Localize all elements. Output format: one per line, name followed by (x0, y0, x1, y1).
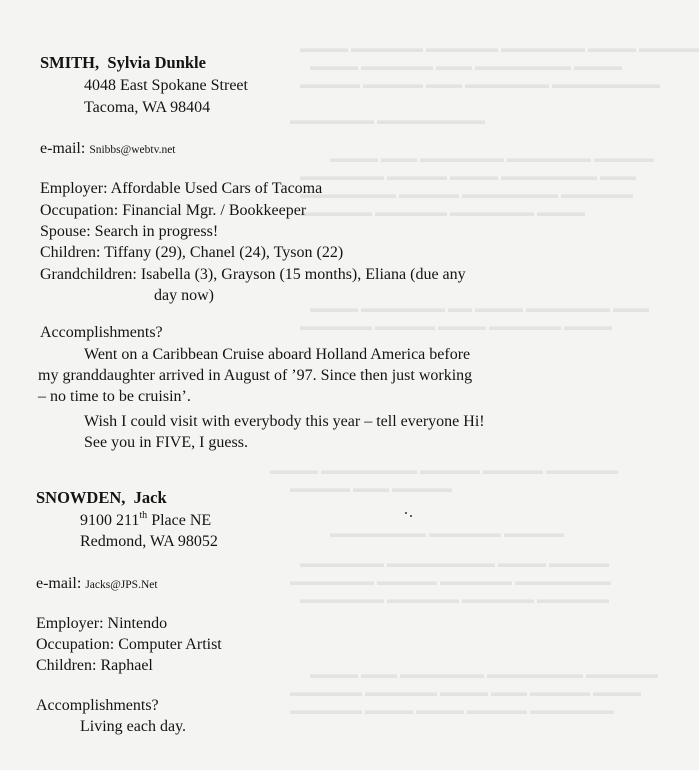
surname: SMITH, (40, 53, 100, 72)
occupation-line: Occupation: Financial Mgr. / Bookkeeper (40, 202, 307, 219)
given-name: Sylvia Dunkle (107, 53, 206, 72)
employer-line: Employer: Affordable Used Cars of Tacoma (40, 180, 323, 197)
accomplishments-line: Went on a Caribbean Cruise aboard Holland America before (84, 346, 471, 363)
employer-line: Employer: Nintendo (36, 615, 168, 632)
city-state-zip: Redmond, WA 98052 (80, 533, 218, 550)
entry-name-heading (40, 53, 206, 73)
address-street: Place NE (147, 512, 212, 529)
accomplishments-line: my granddaughter arrived in August of ’97. Since then just working (38, 367, 473, 384)
address-line (80, 511, 211, 533)
email-line (36, 574, 158, 595)
address-line: 4048 East Spokane Street (84, 77, 248, 94)
accomplishments-line: See you in FIVE, I guess. (84, 434, 248, 451)
accomplishments-line: Wish I could visit with everybody this year – tell everyone Hi! (84, 413, 485, 430)
surname: SNOWDEN, (36, 488, 126, 507)
children-line: Children: Raphael (36, 657, 153, 674)
address-number: 9100 211 (80, 512, 140, 529)
spouse-line: Spouse: Search in progress! (40, 223, 219, 240)
city-state-zip: Tacoma, WA 98404 (84, 99, 211, 116)
email-address[interactable]: Snibbs@webtv.net (89, 144, 176, 156)
grandchildren-line-cont: day now) (154, 287, 214, 304)
email-address[interactable]: Jacks@JPS.Net (85, 579, 158, 591)
email-line (40, 139, 176, 160)
grandchildren-line: Grandchildren: Isabella (3), Grayson (15 months), Eliana (due any (40, 266, 466, 283)
accomplishments-heading: Accomplishments? (36, 697, 159, 714)
given-name: Jack (133, 488, 167, 507)
accomplishments-line: – no time to be cruisin’. (38, 388, 191, 405)
document-page: ▬▬▬▬ ▬▬▬▬▬▬ ▬▬▬▬▬▬ ▬▬▬▬▬▬▬ ▬▬▬▬ ▬▬▬▬▬ ▬▬▬▬ ▬▬▬▬▬▬ ▬▬▬ ▬▬▬▬▬▬▬▬ ▬▬▬▬ ▬▬▬▬▬ ▬▬▬▬▬ ▬▬▬ ▬▬▬▬▬▬▬ ▬▬▬▬▬▬▬▬▬ ▬▬▬▬▬▬▬ ▬▬▬▬▬▬▬▬▬ ▬▬▬▬ ▬▬▬ ▬▬▬▬▬▬▬ ▬▬▬▬▬▬▬ ▬▬▬▬▬ ▬▬▬▬▬▬▬ ▬▬▬▬▬ ▬▬▬▬ ▬▬▬▬▬▬▬▬ ▬▬▬ ▬▬▬▬▬▬▬▬ ▬▬▬▬▬ ▬▬▬▬▬▬▬▬ ▬▬▬▬▬▬ ▬▬▬▬▬▬ ▬▬▬▬▬▬ ▬▬▬▬▬▬▬ ▬▬▬▬ ▬▬▬▬ ▬▬▬▬▬▬▬ ▬▬ ▬▬▬▬ ▬▬▬▬▬▬▬ ▬▬▬ ▬▬▬▬▬▬ ▬▬▬▬▬ ▬▬▬▬ ▬▬▬▬▬▬ ▬▬▬▬ ▬▬▬▬ ▬▬▬▬▬▬▬▬ ▬▬▬▬▬ ▬▬▬▬▬ ▬▬▬▬▬▬ ▬▬▬▬▬ ▬▬▬ ▬▬▬▬▬ ▬▬▬▬▬▬▬▬ ▬▬▬▬▬▬ ▬▬▬▬▬ ▬▬▬▬▬▬▬ ▬▬▬▬▬▬▬▬▬ ▬▬▬▬ ▬▬▬▬▬ ▬▬▬▬▬▬▬ ▬▬▬▬▬ ▬▬▬▬▬▬ ▬▬▬▬▬▬▬▬ ▬▬▬▬▬▬▬ ▬▬▬▬▬▬ ▬▬▬▬▬▬ ▬▬▬▬▬▬ ▬▬▬▬ ▬▬▬ ▬▬▬▬▬▬▬ ▬▬▬▬▬▬▬▬ ▬▬▬▬▬▬ ▬▬▬▬▬▬ ▬▬▬▬▬▬ ▬▬▬▬ ▬▬▬ ▬▬▬▬▬ ▬▬▬▬ ▬▬▬▬▬▬ ▬▬▬▬ ▬▬▬▬ ▬▬▬▬▬ ▬▬▬▬▬▬▬ SMITH, Sylvia Dunkle 4048 East Spokane Street Tacoma, WA 98404 e-mail: Snibbs@webtv.net Employer: Affordable Used Cars of Tacoma Occupation: Financial Mgr. / Bookkeeper Spouse: Search in progress! Children: Tiffany (29), Chanel (24), Tyson (22) Grandchildren: Isabella (3), Grayson (15 months), Eliana (due any day now) Accomplishments? Went on a Caribbean Cruise aboard Holland America before my granddaughter arrived in August of ’97. Since then just working – no time to be cruisin’. Wish I could visit with everybody this year – tell everyone Hi! See you in FIVE, I guess. SNOWDEN, Jack 9100 211th Place NE Redmond, WA 98052 e-mail: Jacks@JPS.Net Employer: Nintendo Occupation: Computer Artist Children: Raphael Accomplishments? Living each day. (36, 41, 699, 735)
entry-name-heading (36, 488, 167, 508)
ordinal-suffix: th (139, 510, 148, 521)
accomplishments-text: Living each day. (80, 718, 187, 735)
email-label: e-mail: (36, 575, 82, 592)
accomplishments-heading: Accomplishments? (40, 324, 163, 341)
occupation-line: Occupation: Computer Artist (36, 636, 222, 653)
email-label: e-mail: (40, 140, 86, 157)
children-line: Children: Tiffany (29), Chanel (24), Tyson (22) (40, 244, 344, 261)
